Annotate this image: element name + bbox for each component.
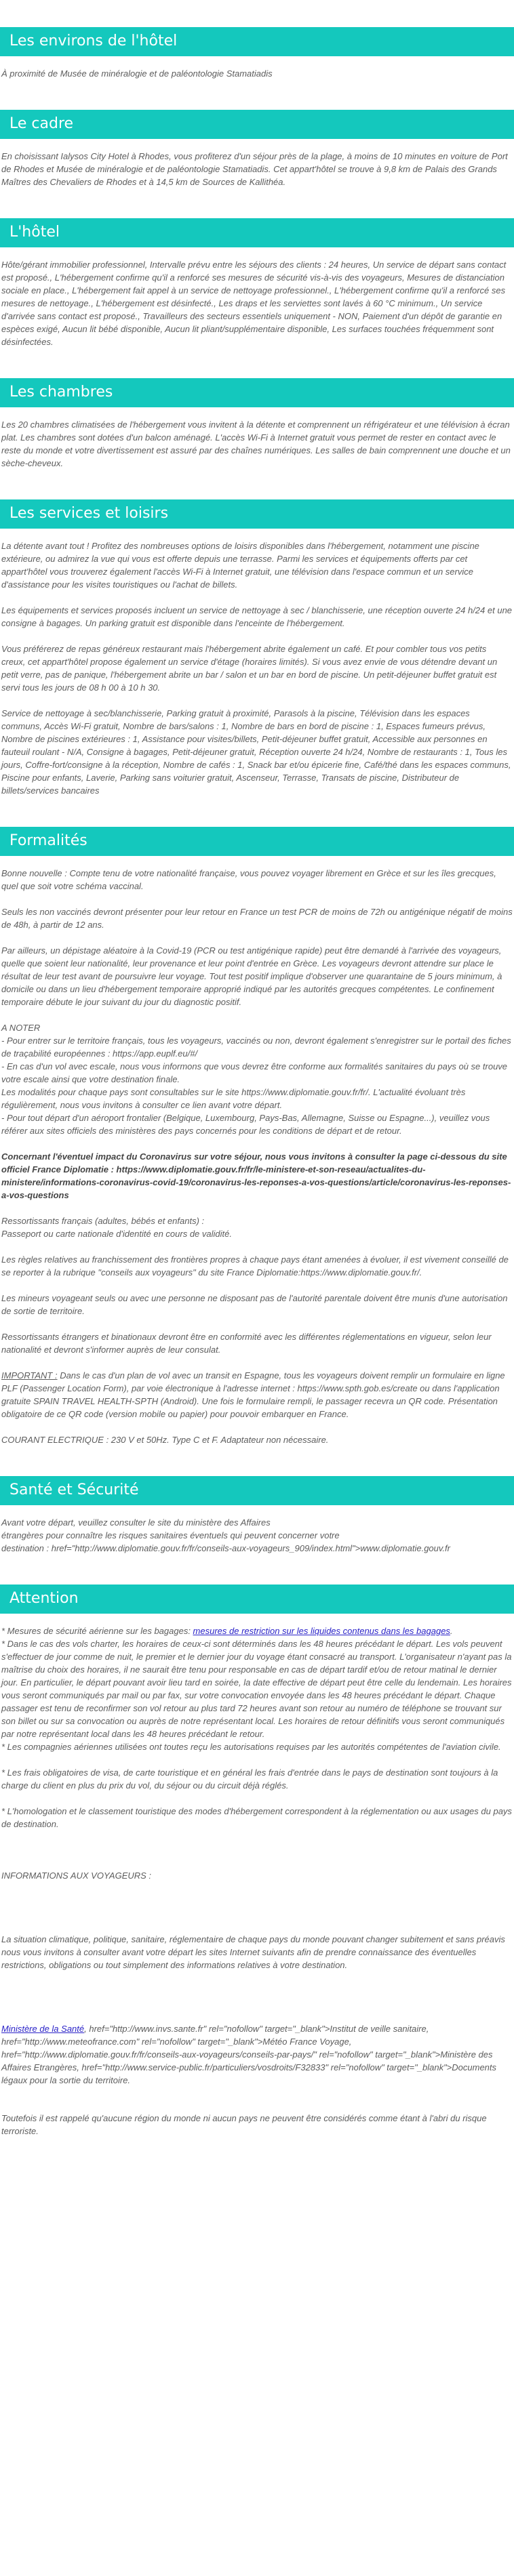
loisirs-paragraph: Vous préférerez de repas généreux restaurant mais l'hébergement abrite également un café. Et pour combler tous vos petits creux, cet appart'hôtel propose également un service d'étage (horaires limités). Si vous avez envie de vous détendre devant un petit verre, pas de panique, l'hébergement abrite un bar / salon et un bar en bord de piscine. Un petit-déjeuner buffet gratuit est servi tous les jours de 08 h 00 à 10 h 30.: [1, 644, 498, 693]
formalites-paragraph: Par ailleurs, un dépistage aléatoire à la Covid-19 (PCR ou test antigénique rapide) peut être demandé à l'arrivée des voyageurs, quelle que soient leur nationalité, leur provenance et leur point d'entrée en Grèce. Les voyageurs devront attendre sur place le résultat de leur test avant de poursuivre leur voyage. Tout test positif implique d'observer une quarantaine de 5 jours minimum, à domicile ou dans un lieu d'hébergement temporaire approprié indiqué par les autorités grecques compétentes. Le confinement temporaire débute le jour suivant du jour du diagnostic positif.: [1, 945, 502, 1007]
sante-line: destination : href="http://www.diplomatie.gouv.fr/fr/conseils-aux-voyageurs_909/index.html">www.diplomatie.gouv.fr: [1, 1543, 450, 1553]
section-loisirs: [0, 499, 514, 797]
loisirs-paragraph: Service de nettoyage à sec/blanchisserie, Parking gratuit à proximité, Parasols à la piscine, Télévision dans les espaces communs, Accès Wi-Fi gratuit, Nombre de bars/salons : 1, Nombre de bars en bord de piscine : 1, Espaces fumeurs prévus, Nombre de piscines extérieures : 1, Assistance pour visites/billets, Petit-déjeuner buffet gratuit, Accessible aux personnes en fauteuil roulant - N/A, Consigne à bagages, Petit-déjeuner gratuit, Réception ouverte 24 h/24, Nombre de restaurants : 1, Tous les jours, Coffre-fort/consigne à la réception, Nombre de cafés : 1, Snack bar et/ou épicerie fine, Café/thé dans les espaces communs, Piscine pour enfants, Laverie, Parking sans voiturier gratuit, Ascenseur, Terrasse, Transats de piscine, Distributeur de billets/services bancaires: [1, 708, 511, 796]
ministere-sante-link[interactable]: Ministère de la Santé: [1, 2024, 85, 2034]
section-hotel: [0, 218, 514, 348]
section-title-environs: Les environs de l'hôtel: [0, 27, 514, 56]
sante-line: étrangères pour connaître les risques sanitaires éventuels qui peuvent concerner votre: [1, 1530, 340, 1540]
formalites-courant: COURANT ELECTRIQUE : 230 V et 50Hz. Type C et F. Adaptateur non nécessaire.: [1, 1435, 329, 1445]
environs-text: À proximité de Musée de minéralogie et de paléontologie Stamatiadis: [1, 68, 273, 79]
attention-situation-block: [1, 1933, 513, 1971]
chambres-text: Les 20 chambres climatisées de l'hébergement vous invitent à la détente et comprennent un réfrigérateur et une télévision à écran plat. Les chambres sont dotées d'un balcon aménagé. L'accès Wi-Fi à Internet gratuit vous permet de rester en contact avec le reste du monde et votre divertissement est assuré par des chaînes numériques. Les salles de bain comprennent une douche et un sèche-cheveux.: [1, 420, 511, 468]
section-title-hotel: L'hôtel: [0, 218, 514, 247]
attention-terrorisme-text: Toutefois il est rappelé qu'aucune région du monde ni aucun pays ne peuvent être considérés comme étant à l'abri du risque terroriste.: [1, 2113, 487, 2136]
section-attention: [0, 1585, 514, 2138]
liquides-restriction-link[interactable]: mesures de restriction sur les liquides contenus dans les bagages: [193, 1626, 450, 1636]
attention-block: * Mesures de sécurité aérienne sur les bagages: mesures de restriction sur les liquides contenus dans les bagages. * Dans le cas des vols charter, les horaires de ceux-ci sont déterminés dans les 48 heures précédant le départ. Les vols peuvent s'effectuer de jour comme de nuit, le premier et le dernier jour du voyage étant consacré au transport. L'organisateur n'ayant pas la maîtrise du choix des horaires, il ne saurait être tenu pour responsable en cas de départ tardif et/ou de retour matinal le dernier jour. En particulier, le départ pouvant avoir lieu tard en soirée, la date effective de départ peut être celle du lendemain. Les horaires vous seront communiqués par mail ou par fax, sur votre convocation envoyée dans les 48 heures précédant le départ. Chaque passager est tenu de reconfirmer son vol retour au plus tard 72 heures avant son retour au numéro de téléphone se trouvant sur son billet ou sur sa convocation ou auprès de notre représentant local. Les horaires de retour définitifs vous seront communiqués par notre représentant local dans les 48 heures précédant le retour. * Les compagnies aériennes utilisées ont toutes reçu les autorisations requises par les autorités compétentes de l'aviation civile.: [1, 1626, 512, 1752]
section-title-attention: Attention: [0, 1585, 514, 1614]
important-label: IMPORTANT :: [1, 1370, 58, 1381]
section-title-formalites: Formalités: [0, 827, 514, 856]
section-environs: [0, 27, 514, 80]
sante-line: Avant votre départ, veuillez consulter le site du ministère des Affaires: [1, 1517, 271, 1528]
attention-links-block: [1, 2022, 513, 2087]
important-text: Dans le cas d'un plan de vol avec un transit en Espagne, tous les voyageurs doivent remplir un formulaire en ligne PLF (Passenger Location Form), par voie électronique à l'adresse internet : https://www.spth.gob.es/create ou dans l'application gratuite SPAIN TRAVEL HEALTH-SPTH (Android). Une fois le formulaire rempli, le passager recevra un QR code. Présentation obligatoire de ce QR code (version mobile ou papier) pour pouvoir embarquer en France.: [1, 1370, 505, 1419]
formalites-note-line: Les modalités pour chaque pays sont consultables sur le site https://www.diplomatie.gouv.fr/fr/. L'actualité évoluant très régulièrement, nous vous invitons à consulter ce lien avant votre départ.: [1, 1087, 466, 1110]
cadre-text: En choisissant Ialysos City Hotel à Rhodes, vous profiterez d'un séjour près de la plage, à moins de 10 minutes en voiture de Port de Rhodes et Musée de minéralogie et de paléontologie Stamatiadis. Cet appart'hôtel se trouve à 9,8 km de Palais des Grands Maîtres des Chevaliers de Rhodes et à 14,5 km de Sources de Kallithéa.: [1, 151, 508, 187]
attention-links-text: , href="http://www.invs.sante.fr" rel="nofollow" target="_blank">Institut de veille sanitaire, href="http://www.meteofrance.com" rel="nofollow" target="_blank">Météo France Voyage, href="http://www.diplomatie.gouv.fr/fr/conseils-aux-voyageurs/conseils-par-pays/" rel="nofollow" target="_blank">Ministère des Affaires Etrangères, href="http://www.service-public.fr/particuliers/vosdroits/F32833" rel="nofollow" target="_blank">Documents légaux pour la sortie du territoire.: [1, 2024, 497, 2085]
attention-homologation-text: * L'homologation et le classement touristique des modes d'hébergement correspondent à la réglementation ou aux usages du pays de destination.: [1, 1806, 512, 1829]
attention-situation-line: nous vous invitons à consulter avant votre départ les sites Internet suivants afin de prendre connaissance des éventuelles restrictions, obligations ou tout simplement des informations relatives à votre destination.: [1, 1947, 477, 1970]
formalites-paragraph: Bonne nouvelle : Compte tenu de votre nationalité française, vous pouvez voyager librement en Grèce et sur les îles grecques, quel que soit votre schéma vaccinal.: [1, 868, 496, 891]
section-title-cadre: Le cadre: [0, 110, 514, 139]
loisirs-paragraph: La détente avant tout ! Profitez des nombreuses options de loisirs disponibles dans l'hébergement, notamment une piscine extérieure, ou admirez la vue qui vous est offerte depuis une terrasse. Parmi les services et équipements offerts par cet appart'hôtel vous trouverez également l'accès Wi-Fi à Internet gratuit, une télévision dans l'espace commun et un service d'assistance pour les visites touristiques ou l'achat de billets.: [1, 541, 479, 590]
loisirs-paragraph: Les équipements et services proposés incluent un service de nettoyage à sec / blanchisserie, une réception ouverte 24 h/24 et une consigne à bagages. Un parking gratuit est disponible dans l'enceinte de l'hébergement.: [1, 605, 513, 628]
formalites-paragraph: Ressortissants étrangers et binationaux devront être en conformité avec les différentes réglementations en vigueur, selon leur nationalité et devront s'informer auprès de leur consulat.: [1, 1332, 492, 1355]
section-formalites: [0, 827, 514, 1446]
formalites-documents-block: [1, 1214, 513, 1240]
formalites-paragraph: Les règles relatives au franchissement des frontières propres à chaque pays étant amenées à évoluer, il est vivement conseillé de se reporter à la rubrique "conseils aux voyageurs" du site France Diplomatie:https://www.diplomatie.gouv.fr/.: [1, 1254, 509, 1277]
formalites-paragraph: Seuls les non vaccinés devront présenter pour leur retour en France un test PCR de moins de 72h ou antigénique négatif de moins de 48h, à partir de 12 ans.: [1, 907, 513, 930]
loisirs-text: [0, 539, 514, 797]
attention-situation-line: La situation climatique, politique, sanitaire, réglementaire de chaque pays du monde pouvant changer subitement et sans préavis: [1, 1934, 505, 1944]
hotel-text: Hôte/gérant immobilier professionnel, Intervalle prévu entre les séjours des clients : 24 heures, Un service de départ sans contact est proposé., L'hébergement confirme qu'il a renforcé ses mesures de sécurité vis-à-vis des voyageurs, Mesures de distanciation sociale en place., L'hébergement fait appel à un service de nettoyage professionnel., L'hébergement confirme qu'il a renforcé ses mesures de nettoyage., L'hébergement est désinfecté., Les draps et les serviettes sont lavés à 60 °C minimum., Un service d'arrivée sans contact est proposé., Travailleurs des secteurs essentiels uniquement - NON, Paiement d'un dépôt de garantie en espèces exigé, Aucun lit bébé disponible, Aucun lit pliant/supplémentaire disponible, Les surfaces touchées fréquemment sont désinfectées.: [1, 260, 507, 347]
attention-frais-text: * Les frais obligatoires de visa, de carte touristique et en général les frais d'entrée dans le pays de destination sont toujours à la charge du client en plus du prix du vol, du séjour ou du circuit déjà réglés.: [1, 1767, 498, 1791]
formalites-note-line: - En cas d'un vol avec escale, nous vous informons que vous devrez être conforme aux formalités sanitaires du pays où se trouve votre escale ainsi que votre destination finale.: [1, 1061, 508, 1084]
section-title-loisirs: Les services et loisirs: [0, 499, 514, 529]
formalites-note-line: A NOTER: [1, 1023, 41, 1033]
section-title-chambres: Les chambres: [0, 378, 514, 407]
attention-text: [0, 1624, 514, 2138]
attention-charter-text: * Dans le cas des vols charter, les horaires de ceux-ci sont déterminés dans les 48 heures précédant le départ. Les vols peuvent s'effectuer de jour comme de nuit, le premier et le dernier jour du voyage étant consacré au transport. L'organisateur n'ayant pas la maîtrise du choix des horaires, il ne saurait être tenu pour responsable en cas de départ tardif et/ou de retour matinal le dernier jour. En particulier, le départ pouvant avoir lieu tard en soirée, la date effective de départ peut être celle du lendemain. Les horaires vous seront communiqués par mail ou par fax, sur votre convocation envoyée dans les 48 heures précédant le départ. Chaque passager est tenu de reconfirmer son vol retour au plus tard 72 heures avant son retour au numéro de téléphone se trouvant sur son billet ou sur sa convocation ou auprès de notre représentant local. Les horaires de retour définitifs vous seront communiqués par notre représentant local dans les 48 heures précédant le retour.: [1, 1639, 512, 1739]
formalites-note-line: - Pour entrer sur le territoire français, tous les voyageurs, vaccinés ou non, devront également s'enregistrer sur le portail des fiches de traçabilité européennes : https://app.euplf.eu/#/: [1, 1036, 511, 1059]
section-title-sante: Santé et Sécurité: [0, 1476, 514, 1505]
section-chambres: [0, 378, 514, 470]
formalites-coronavirus-link: Concernant l'éventuel impact du Coronavirus sur votre séjour, nous vous invitons à consulter la page ci-dessous du site officiel France Diplomatie : https://www.diplomatie.gouv.fr/fr/le-ministere-et-son-reseau/actualites-du-ministere/informations-coronavirus-covid-19/coronavirus-les-reponses-a-vos-questions/article/coronavirus-les-reponses-a-vos-questions: [1, 1151, 511, 1200]
formalites-note-block: [1, 1021, 513, 1137]
formalites-important: [1, 1369, 513, 1420]
formalites-note-line: - Pour tout départ d'un aéroport frontalier (Belgique, Luxembourg, Pays-Bas, Allemagne, Suisse ou Espagne...), veuillez vous référer aux sites officiels des ministères des pays concernés pour les conditions de départ et de retour.: [1, 1113, 490, 1136]
attention-compagnies-text: * Les compagnies aériennes utilisées ont toutes reçu les autorisations requises par les autorités compétentes de l'aviation civile.: [1, 1742, 501, 1752]
formalites-text: [0, 867, 514, 1446]
section-sante: [0, 1476, 514, 1555]
formalites-documents-line: Ressortissants français (adultes, bébés et enfants) :: [1, 1216, 205, 1226]
attention-informations-heading: INFORMATIONS AUX VOYAGEURS :: [1, 1870, 152, 1881]
formalites-paragraph: Les mineurs voyageant seuls ou avec une personne ne disposant pas de l'autorité parentale doivent être munis d'une autorisation de sortie de territoire.: [1, 1293, 508, 1316]
sante-text: [0, 1516, 514, 1555]
formalites-documents-line: Passeport ou carte nationale d'identité en cours de validité.: [1, 1229, 232, 1239]
attention-bagages-prefix: * Mesures de sécurité aérienne sur les bagages:: [1, 1626, 193, 1636]
section-cadre: [0, 110, 514, 188]
